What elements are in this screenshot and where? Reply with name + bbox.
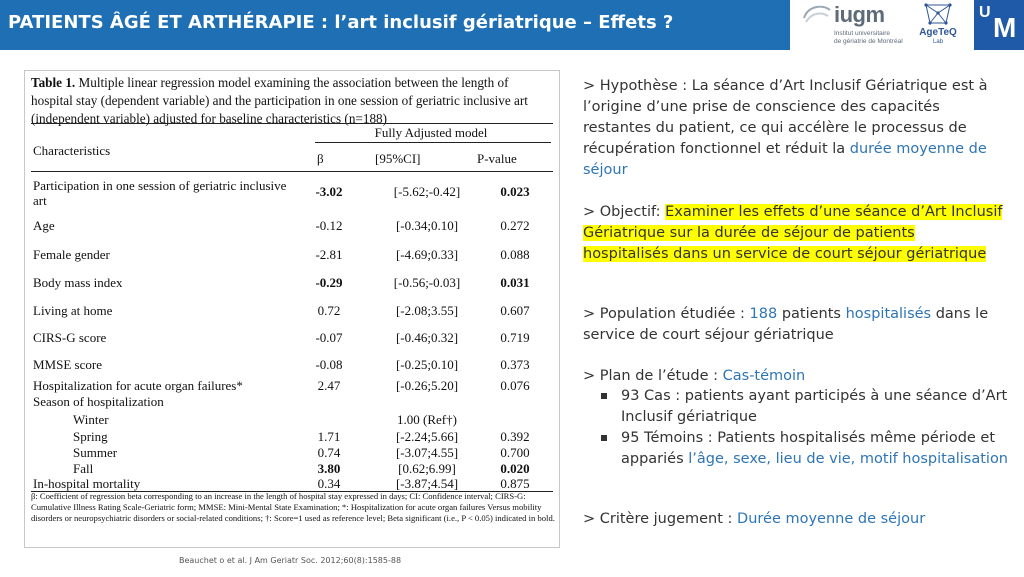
objective-label: > Objectif: [583,204,666,220]
table-cell-beta: -3.02 [315,184,343,199]
iugm-swirl-icon [802,4,832,26]
table-cell-ci: [-0.25;0.10] [395,357,459,372]
criterion-value: Durée moyenne de séjour [737,511,926,527]
table-cell-beta: 0.72 [317,303,341,318]
udem-logo-m: M [993,12,1017,43]
table-row-label: Living at home [33,303,113,318]
study-plan-paragraph [583,366,1003,387]
table-cell-beta: 1.71 [317,429,341,444]
ageteq-wordmark: AgeTeQ [919,27,957,38]
table-cell-ci: [-2.24;5.66] [395,429,459,444]
model-header: Fully Adjusted model [374,125,488,140]
population-hospitalized: hospitalisés [845,306,932,322]
table-cell-pvalue: 0.031 [500,275,530,290]
table-footnote: β: Coefficient of regression beta corresponding to an increase in the length of hospital stay expressed in days; CI: Confidence interval; CIRS-G: Cumulative Illness Rating Scale-Geriatric form; MMSE: Mini-Mental State Examination; *: Hospitalization for acute organ failures Versus mobility disorders or neuropsychiatric disorders or social-related conditions; †: Score=1 used as reference level; Beta significant (i.e., P < 0.05) indicated in bold. [31,491,555,523]
slide-title: PATIENTS ÂGÉ ET ARTHÉRAPIE : l’art inclusif gériatrique – Effets ? [8,12,674,33]
table-cell-beta: 3.80 [317,461,341,476]
table-cell-pvalue: 0.719 [500,330,530,345]
slide-header [0,0,790,50]
model-header-rule [315,142,551,143]
table-cell-beta: -0.29 [315,275,343,290]
table-cell-ci: [-0.26;5.20] [395,378,459,393]
iugm-subtitle-1: Institut universitaire [834,30,890,37]
table-cell-ci: [-0.34;0.10] [395,218,459,233]
table-row-label: Summer [73,445,118,460]
list-item [621,386,1011,428]
population-count: 188 [749,306,778,322]
table-cell-beta: -0.07 [315,330,343,345]
table-cell-pvalue: 0.607 [500,303,530,318]
table-cell-beta: -2.81 [315,247,343,262]
col-header-ci: [95%CI] [375,151,421,166]
citation: Beauchet o et al. J Am Geriatr Soc. 2012;60(8):1585-88 [178,556,402,565]
objective-highlight: Examiner les effets d’une séance d’Art Inclusif Gériatrique sur la durée de séjour de patients hospitalisés dans un service de court séjour gériatrique [583,204,1003,262]
iugm-wordmark: iugm [834,2,885,27]
table-cell-pvalue: 0.392 [500,429,530,444]
table-cell-pvalue: 0.076 [500,378,530,393]
criterion-label: > Critère jugement : [583,511,738,527]
table-row-label: Age [33,218,55,233]
controls-matching: l’âge, sexe, lieu de vie, motif hospitalisation [688,451,1009,467]
table-row-label: CIRS-G score [33,330,107,345]
study-plan-design: Cas-témoin [722,368,806,384]
regression-table [24,70,560,548]
udem-logo-u: U [979,4,991,21]
ageteq-logo [916,1,960,49]
table-cell-pvalue: 0.020 [500,461,530,476]
ageteq-lab-label: Lab [932,39,943,45]
table-cell-beta: 0.34 [317,476,341,491]
table-cell-ci: [-0.46;0.32] [395,330,459,345]
square-bullet-icon [601,435,607,441]
table-cell-ci: 1.00 (Ref†) [397,412,457,427]
table-row-label: Body mass index [33,275,123,290]
table-row-label: Hospitalization for acute organ failures* [33,378,243,393]
cases-text: 93 Cas : patients ayant participés à une séance d’Art Inclusif gériatrique [621,388,1008,425]
table-cell-pvalue: 0.023 [500,184,530,199]
population-text-1: patients [777,306,846,322]
square-bullet-icon [601,393,607,399]
col-header-pvalue: P-value [477,151,517,166]
table-cell-ci: [-4.69;0.33] [395,247,459,262]
iugm-subtitle-2: de gériatrie de Montréal [834,38,903,45]
table-top-rule [31,123,553,124]
table-cell-ci: [-3.07;4.55] [395,445,459,460]
table-caption-label: Table 1. [31,75,76,90]
study-plan-label: > Plan de l’étude : [583,368,723,384]
table-caption-text: Multiple linear regression model examining the association between the length of hospital stay (dependent variable) and the participation in one session of geriatric inclusive art (independent variable) adjusted for baseline characteristics (n=188) [31,75,528,126]
table-row-label: Season of hospitalization [33,394,164,409]
table-row-label: Spring [73,429,108,444]
header-bottom-rule [31,171,553,172]
col-header-beta: β [317,151,324,166]
table-cell-ci: [0.62;6.99] [398,461,456,476]
hypothesis-highlight: durée moyenne de séjour [583,141,987,178]
table-cell-beta: -0.08 [315,357,343,372]
table-cell-ci: [-0.56;-0.03] [393,275,461,290]
table-cell-pvalue: 0.088 [500,247,530,262]
table-cell-pvalue: 0.700 [500,445,530,460]
table-cell-beta: 0.74 [317,445,341,460]
population-text-2: dans le service de court séjour gériatrique [583,306,989,343]
population-paragraph [583,304,1003,346]
table-cell-pvalue: 0.875 [500,476,530,491]
table-row-label: MMSE score [33,357,102,372]
hypothesis-paragraph [583,76,1003,181]
table-row-label: Participation in one session of geriatric inclusive art [33,178,287,208]
objective-paragraph [583,202,1003,265]
hypothesis-text: > Hypothèse : La séance d’Art Inclusif Gériatrique est à l’origine d’une prise de conscience des capacités restantes du patient, ce qui accélère le processus de récupération fonctionnel et réduit la [583,78,988,157]
table-row-label: Female gender [33,247,110,262]
population-label: > Population étudiée : [583,306,750,322]
table-cell-pvalue: 0.272 [500,218,530,233]
table-row-label: Winter [73,412,109,427]
table-cell-beta: -0.12 [315,218,343,233]
table-cell-beta: 2.47 [317,378,341,393]
criterion-paragraph [583,509,1003,530]
table-cell-ci: [-2.08;3.55] [395,303,459,318]
table-row-label: In-hospital mortality [33,476,141,491]
table-caption [31,74,553,128]
iugm-logo [802,2,912,48]
table-cell-ci: [-5.62;-0.42] [393,184,461,199]
controls-text: 95 Témoins : Patients hospitalisés même période et appariés [621,430,996,467]
table-cell-pvalue: 0.373 [500,357,530,372]
list-item [621,428,1011,470]
table-row-label: Fall [73,461,94,476]
ageteq-network-icon [916,1,960,27]
udem-logo [974,0,1024,50]
table-cell-ci: [-3.87;4.54] [395,476,459,491]
col-header-characteristics: Characteristics [33,143,111,158]
